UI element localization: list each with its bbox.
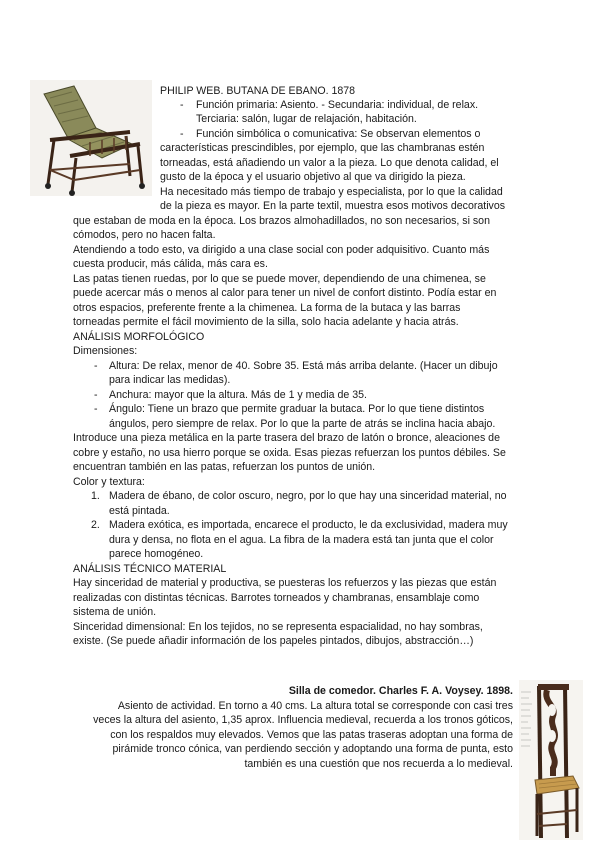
paragraph-line: encuentran también en las patas, refuerzan los puntos de unión.	[73, 461, 376, 473]
color-texture-heading: Color y textura:	[73, 476, 145, 488]
paragraph-line: Atendiendo a todo esto, va dirigido a una clase social con poder adquisitivo. Cuanto más	[73, 244, 490, 256]
symbolic-function-text: Función simbólica o comunicativa: Se observan elementos o	[196, 128, 481, 140]
section1-title: PHILIP WEB. BUTANA DE EBANO. 1878	[160, 85, 356, 97]
ebony-text-cont: está pintada.	[109, 505, 170, 517]
paragraph-line: Introduce una pieza metálica en la parte trasera del brazo de latón o bronce, aleaciones de	[73, 432, 500, 444]
list-number: 1.	[91, 490, 100, 502]
width-text: Anchura: mayor que la altura. Más de 1 y media de 35.	[109, 389, 367, 401]
bullet-dash: -	[94, 389, 98, 401]
list-number: 2.	[91, 519, 100, 531]
paragraph-line: con los respaldos muy elevados. Vemos que las patas traseras adoptan una forma de	[110, 729, 513, 741]
paragraph-line: realizadas con distintas técnicas. Barrotes torneados y chambranas, ensamblaje como	[73, 592, 480, 604]
exotic-wood-text-cont: dura y densa, no flota en el agua. La fibra de la madera está tan junta que el color	[109, 534, 494, 546]
paragraph-line: cómodos, pero no hacen falta.	[73, 229, 216, 241]
paragraph-line: Las patas tienen ruedas, por lo que se puede mover, dependiendo de una chimenea, se	[73, 273, 486, 285]
morph-heading: ANÁLISIS MORFOLÓGICO	[73, 331, 205, 343]
height-text-cont: para indicar las medidas).	[109, 374, 231, 386]
section2-title: Silla de comedor. Charles F. A. Voysey. 1898.	[288, 685, 513, 697]
ebony-text: Madera de ébano, de color oscuro, negro, por lo que hay una sinceridad material, no	[109, 490, 507, 502]
bullet-dash: -	[180, 99, 184, 111]
angle-text: Ángulo: Tiene un brazo que permite graduar la butaca. Por lo que tiene distintos	[109, 403, 485, 415]
exotic-wood-text: Madera exótica, es importada, encarece el producto, le da exclusividad, madera muy	[109, 519, 508, 531]
dining-chair-image	[519, 680, 583, 840]
primary-function-text: Función primaria: Asiento. - Secundaria: individual, de relax.	[196, 99, 479, 111]
paragraph-line: puede acercar más o menos al calor para tener un nivel de confort distinto. Podía estar en	[73, 287, 497, 299]
paragraph-line: pirámide tronco cónica, van perdiendo sección y adoptando una forma de punta, esto	[112, 743, 513, 755]
bullet-dash: -	[180, 128, 184, 140]
paragraph-line: cuesta producir, más cálida, más cara es.	[73, 258, 268, 270]
paragraph-line: otros espacios, preferente frente a la chimenea. La forma de la butaca y las barras	[73, 302, 461, 314]
paragraph-line: Hay sinceridad de material y productiva, se puesteras los refuerzos y las piezas que están	[73, 577, 497, 589]
paragraph-line: Ha necesitado más tiempo de trabajo y especialista, por lo que la calidad	[160, 186, 503, 198]
paragraph-line: Asiento de actividad. En torno a 40 cms. La altura total se corresponde con casi tres	[117, 700, 513, 712]
paragraph-line: gusto de la época y el usuario objetivo al que va dirigido la pieza.	[160, 171, 466, 183]
dimensions-label: Dimensiones:	[73, 345, 138, 357]
paragraph-line: que estaban de moda en la época. Los brazos almohadillados, no son necesarios, si son	[73, 215, 490, 227]
paragraph-line: veces la altura del asiento, 1,35 aprox. Influencia medieval, recuerda a los tronos góticos,	[93, 714, 513, 726]
bullet-dash: -	[94, 360, 98, 372]
height-text: Altura: De relax, menor de 40. Sobre 35. Está más arriba delante. (Hacer un dibujo	[109, 360, 498, 372]
exotic-wood-text-cont: parece homogéneo.	[109, 548, 204, 560]
paragraph-line: torneadas permite el fácil movimiento de la silla, solo hacia adelante y hacia atrás.	[73, 316, 459, 328]
paragraph-line: existe. (Se puede añadir información de los papeles pintados, dibujos, abstracción…)	[73, 635, 474, 647]
angle-text-cont: ángulos, pero siempre de relax. Por lo que la parte de atrás se inclina hacia abajo.	[109, 418, 496, 430]
paragraph-line: Sinceridad dimensional: En los tejidos, no se representa espacialidad, no hay sombras,	[73, 621, 483, 633]
paragraph-line: torneadas, está añadiendo un valor a la pieza. Lo que denota calidad, el	[160, 157, 499, 169]
armchair-image	[30, 80, 152, 196]
paragraph-line: sistema de unión.	[73, 606, 157, 618]
tertiary-function-text: Terciaria: salón, lugar de relajación, habitación.	[196, 113, 417, 125]
paragraph-line: de la pieza es mayor. En la parte textil, muestra esos motivos decorativos	[160, 200, 506, 212]
paragraph-line: cobre y estaño, no usa hierro porque se oxida. Esas piezas refuerzan los puntos débiles. Se	[73, 447, 506, 459]
paragraph-line: también es una cuestión que nos recuerda a lo medieval.	[244, 758, 513, 770]
bullet-dash: -	[94, 403, 98, 415]
tech-heading: ANÁLISIS TÉCNICO MATERIAL	[73, 563, 227, 575]
paragraph-line: características prescindibles, por ejemplo, que las chambranas estén	[160, 142, 485, 154]
